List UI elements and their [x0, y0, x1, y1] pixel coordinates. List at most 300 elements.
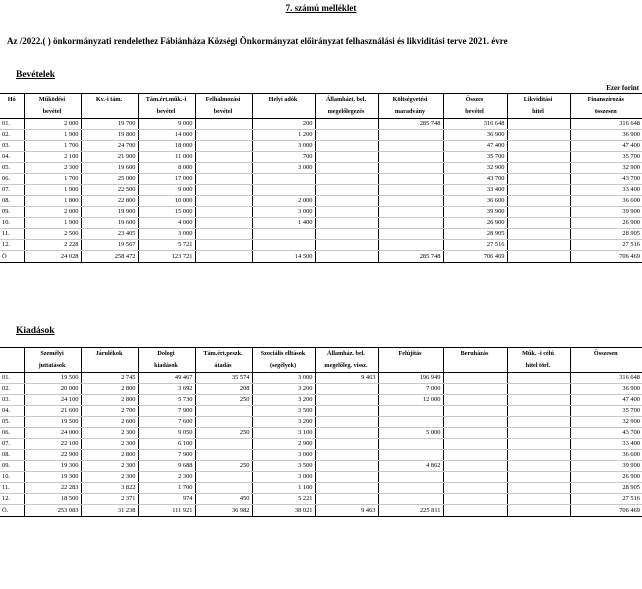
table-cell [378, 207, 443, 218]
table-cell [378, 141, 443, 152]
table-cell [507, 251, 570, 263]
table-row [0, 152, 642, 163]
table-cell: 27 516 [570, 494, 642, 505]
table-cell: 208 [195, 384, 252, 395]
table-cell: 39 900 [443, 207, 507, 218]
table-cell [378, 229, 443, 240]
table-cell [0, 106, 24, 119]
table-cell [507, 461, 570, 472]
table-cell: 06. [0, 174, 24, 185]
table-cell: 1 700 [24, 141, 81, 152]
table-cell: 35 700 [570, 152, 642, 163]
table-cell [252, 240, 315, 251]
table-cell: 2 300 [81, 461, 138, 472]
table-cell [378, 439, 443, 450]
table-row [0, 240, 642, 251]
table-cell [195, 174, 252, 185]
table-cell [195, 141, 252, 152]
revenues-heading: Bevételek [16, 70, 56, 80]
table-cell: 06. [0, 428, 24, 439]
table-cell: Likviditási [507, 94, 570, 107]
table-cell: 7 900 [138, 450, 195, 461]
table-cell [315, 130, 378, 141]
table-cell: 21 900 [81, 152, 138, 163]
table-cell [195, 483, 252, 494]
table-cell: 2 000 [24, 119, 81, 130]
table-cell [507, 450, 570, 461]
table-cell [378, 163, 443, 174]
table-cell: 08. [0, 450, 24, 461]
table-cell: 47 400 [443, 141, 507, 152]
table-cell: 26 900 [570, 472, 642, 483]
table-cell [0, 360, 24, 373]
table-cell [443, 483, 507, 494]
table-cell: Műk. -i célú [507, 348, 570, 361]
table-cell [315, 472, 378, 483]
table-cell [378, 196, 443, 207]
table-cell: 35 574 [195, 373, 252, 384]
table-cell: 43 700 [570, 174, 642, 185]
table-cell: 24 100 [24, 395, 81, 406]
table-cell [378, 483, 443, 494]
table-cell: Helyi adók [252, 94, 315, 107]
table-cell: Tám.ért.peszk. [195, 348, 252, 361]
table-cell [252, 185, 315, 196]
table-cell: 18 000 [138, 141, 195, 152]
table-cell: Személyi [24, 348, 81, 361]
table-cell [378, 406, 443, 417]
expenses-heading: Kiadások [16, 326, 55, 336]
table-cell: 49 467 [138, 373, 195, 384]
table-cell: 10. [0, 472, 24, 483]
table-cell: 27 516 [570, 240, 642, 251]
table-cell: 36 900 [570, 130, 642, 141]
table-cell: Beruházás [443, 348, 507, 361]
table-cell: hitel [507, 106, 570, 119]
table-cell: 04. [0, 406, 24, 417]
table-cell: Ö. [0, 505, 24, 517]
table-cell: 2 300 [138, 472, 195, 483]
table-row [0, 472, 642, 483]
table-cell: 19 800 [81, 130, 138, 141]
table-cell: 28 905 [570, 229, 642, 240]
revenues-table [0, 93, 642, 263]
table-cell [507, 174, 570, 185]
table-cell: 36 982 [195, 505, 252, 517]
table-cell: 3 200 [252, 384, 315, 395]
table-cell: 111 921 [138, 505, 195, 517]
table-cell: 28 905 [443, 229, 507, 240]
table-cell: 3 100 [252, 428, 315, 439]
table-cell [378, 218, 443, 229]
table-row [0, 373, 642, 384]
table-cell: 07. [0, 439, 24, 450]
table-cell: 250 [195, 395, 252, 406]
table-cell: 3 000 [138, 229, 195, 240]
table-cell: 19 300 [24, 472, 81, 483]
table-cell [507, 439, 570, 450]
table-cell [315, 483, 378, 494]
table-cell: 3 000 [252, 472, 315, 483]
table-cell: 1 400 [252, 218, 315, 229]
table-cell: 36 600 [443, 196, 507, 207]
table-cell: 02. [0, 130, 24, 141]
table-cell: 9 463 [315, 505, 378, 517]
table-cell [195, 439, 252, 450]
table-cell [315, 461, 378, 472]
table-cell [507, 229, 570, 240]
table-cell [195, 472, 252, 483]
table-cell: 22 500 [81, 185, 138, 196]
total-row [0, 251, 642, 263]
table-cell [507, 384, 570, 395]
table-cell [507, 494, 570, 505]
table-cell [195, 218, 252, 229]
table-row [0, 450, 642, 461]
table-cell: 03. [0, 395, 24, 406]
table-cell [507, 130, 570, 141]
table-cell: 36 600 [570, 450, 642, 461]
table-cell [507, 428, 570, 439]
table-cell: 25 000 [81, 174, 138, 185]
table-cell: 2 900 [252, 439, 315, 450]
table-cell [507, 152, 570, 163]
table-row [0, 439, 642, 450]
table-cell: 19 567 [81, 240, 138, 251]
table-cell: 9 050 [138, 428, 195, 439]
table-cell: 17 000 [138, 174, 195, 185]
table-cell: 27 516 [443, 240, 507, 251]
table-cell: összesen [570, 106, 642, 119]
table-cell: 2 100 [24, 152, 81, 163]
table-cell [195, 119, 252, 130]
table-cell [507, 472, 570, 483]
table-cell: 3 000 [252, 163, 315, 174]
table-cell: 3 692 [138, 384, 195, 395]
table-cell [507, 417, 570, 428]
table-cell [507, 185, 570, 196]
table-cell: Finanszírozás [570, 94, 642, 107]
table-cell: 258 472 [81, 251, 138, 263]
table-cell: 2 000 [252, 196, 315, 207]
table-cell: 10 000 [138, 196, 195, 207]
table-cell: 21 600 [24, 406, 81, 417]
table-cell [195, 251, 252, 263]
table-cell [315, 141, 378, 152]
table-cell: 5 730 [138, 395, 195, 406]
table-cell [252, 174, 315, 185]
table-cell: Szociális elltások [252, 348, 315, 361]
table-cell: Ö [0, 251, 24, 263]
table-cell [378, 417, 443, 428]
table-cell [378, 450, 443, 461]
document-subtitle: Az /2022.( ) önkormányzati rendelethez Fábiánháza Községi Önkormányzat előirányzat felhasználási és likviditási terve 2021. évre [7, 36, 508, 46]
table-cell [507, 240, 570, 251]
table-cell: 01. [0, 119, 24, 130]
table-cell: kiadások [138, 360, 195, 373]
table-cell [315, 395, 378, 406]
table-cell: 26 900 [570, 218, 642, 229]
table-cell [443, 373, 507, 384]
table-cell [443, 395, 507, 406]
table-cell: 2 300 [24, 163, 81, 174]
table-row [0, 229, 642, 240]
table-row [0, 461, 642, 472]
table-cell: 47 400 [570, 141, 642, 152]
table-cell [315, 406, 378, 417]
table-cell [195, 450, 252, 461]
table-cell: 09. [0, 207, 24, 218]
table-cell: 14 000 [138, 130, 195, 141]
table-cell [195, 229, 252, 240]
table-cell: 38 021 [252, 505, 315, 517]
table-cell [443, 428, 507, 439]
table-cell [315, 240, 378, 251]
table-cell: 250 [195, 461, 252, 472]
table-cell: 2 700 [81, 406, 138, 417]
table-cell: 196 949 [378, 373, 443, 384]
table-cell [443, 406, 507, 417]
table-cell: bevétel [443, 106, 507, 119]
header-row [0, 106, 642, 119]
table-cell: 3 000 [252, 207, 315, 218]
table-cell: 5 221 [252, 494, 315, 505]
table-cell: 316 648 [570, 373, 642, 384]
table-cell: 15 000 [138, 207, 195, 218]
table-cell [315, 196, 378, 207]
table-cell: 35 700 [443, 152, 507, 163]
table-cell: 3 000 [252, 373, 315, 384]
table-cell: 2 000 [24, 207, 81, 218]
table-cell: 1 700 [24, 174, 81, 185]
table-cell: 3 000 [252, 450, 315, 461]
table-cell: 2 300 [81, 428, 138, 439]
table-cell [252, 106, 315, 119]
table-cell: bevétel [24, 106, 81, 119]
table-cell: 39 900 [570, 207, 642, 218]
table-cell: megelőlegezés [315, 106, 378, 119]
table-cell: 11. [0, 483, 24, 494]
table-cell [315, 163, 378, 174]
table-cell: 28 905 [570, 483, 642, 494]
table-cell: 1 900 [24, 185, 81, 196]
table-cell: 11. [0, 229, 24, 240]
table-cell [315, 450, 378, 461]
table-cell: Járulékok [81, 348, 138, 361]
table-cell [378, 240, 443, 251]
table-cell: 316 648 [443, 119, 507, 130]
table-cell: 26 900 [443, 218, 507, 229]
table-cell: Felhalmozási [195, 94, 252, 107]
total-row [0, 505, 642, 517]
unit-label: Ezer forint [606, 84, 639, 92]
table-cell: átadás [195, 360, 252, 373]
table-cell [315, 218, 378, 229]
table-cell [195, 240, 252, 251]
table-cell: 1 900 [24, 218, 81, 229]
table-cell: 8 000 [138, 163, 195, 174]
table-cell [315, 207, 378, 218]
table-cell: 250 [195, 428, 252, 439]
header-row [0, 348, 642, 361]
table-cell: 9 463 [315, 373, 378, 384]
table-cell [195, 196, 252, 207]
table-cell: 19 600 [81, 218, 138, 229]
table-row [0, 185, 642, 196]
table-row [0, 417, 642, 428]
table-cell: 9 000 [138, 185, 195, 196]
table-cell [315, 384, 378, 395]
table-cell [315, 428, 378, 439]
table-cell: 450 [195, 494, 252, 505]
table-cell [378, 494, 443, 505]
table-cell: 4 862 [378, 461, 443, 472]
table-cell [195, 207, 252, 218]
table-cell [315, 185, 378, 196]
expenses-table [0, 347, 642, 517]
table-cell: 285 748 [378, 119, 443, 130]
table-cell [378, 472, 443, 483]
table-cell [507, 119, 570, 130]
table-cell: 2 800 [81, 395, 138, 406]
table-cell: 19 300 [24, 461, 81, 472]
table-cell: 2 800 [81, 450, 138, 461]
table-cell: 32 900 [443, 163, 507, 174]
table-cell [378, 185, 443, 196]
table-cell: Felújítás [378, 348, 443, 361]
table-cell: 3 200 [252, 417, 315, 428]
table-cell: 19 700 [81, 119, 138, 130]
table-row [0, 163, 642, 174]
table-cell [507, 505, 570, 517]
table-cell: megelőleg. vissz. [315, 360, 378, 373]
table-cell: 974 [138, 494, 195, 505]
table-cell [443, 384, 507, 395]
table-cell [443, 494, 507, 505]
table-cell [0, 348, 24, 361]
table-cell: 22 800 [81, 196, 138, 207]
table-row [0, 130, 642, 141]
table-row [0, 141, 642, 152]
table-row [0, 119, 642, 130]
table-cell: 35 700 [570, 406, 642, 417]
table-cell: Összesen [570, 348, 642, 361]
table-cell: Tám.ért.műk.-i [138, 94, 195, 107]
table-cell: 07. [0, 185, 24, 196]
table-cell: 33 400 [570, 439, 642, 450]
table-cell [195, 185, 252, 196]
table-cell [315, 439, 378, 450]
table-cell: 36 600 [570, 196, 642, 207]
table-row [0, 483, 642, 494]
table-row [0, 207, 642, 218]
table-cell: 12 000 [378, 395, 443, 406]
table-cell: 2 800 [81, 384, 138, 395]
table-cell: 2 228 [24, 240, 81, 251]
table-cell [195, 163, 252, 174]
table-cell: 33 400 [570, 185, 642, 196]
table-cell: 6 100 [138, 439, 195, 450]
table-cell: 09. [0, 461, 24, 472]
table-cell: 2 371 [81, 494, 138, 505]
table-cell: 2 600 [81, 417, 138, 428]
table-cell: 19 500 [24, 417, 81, 428]
table-cell [315, 152, 378, 163]
table-cell [378, 130, 443, 141]
table-cell: 10. [0, 218, 24, 229]
table-cell [81, 106, 138, 119]
table-cell [195, 130, 252, 141]
table-cell: 5 721 [138, 240, 195, 251]
table-cell: maradvány [378, 106, 443, 119]
table-cell: 200 [252, 119, 315, 130]
table-cell: 7 600 [138, 417, 195, 428]
table-cell [507, 218, 570, 229]
table-cell: 04. [0, 152, 24, 163]
table-cell: 22 100 [24, 439, 81, 450]
table-cell: 316 648 [570, 119, 642, 130]
table-cell: Kv.-i tám. [81, 94, 138, 107]
table-cell [252, 229, 315, 240]
table-cell: bevétel [195, 106, 252, 119]
table-cell [443, 439, 507, 450]
table-cell: 7 000 [378, 384, 443, 395]
table-cell [507, 395, 570, 406]
table-row [0, 406, 642, 417]
table-row [0, 196, 642, 207]
table-cell: 24 700 [81, 141, 138, 152]
table-cell: 2 300 [81, 472, 138, 483]
table-cell [507, 163, 570, 174]
table-cell [443, 472, 507, 483]
table-cell: 7 900 [138, 406, 195, 417]
header-row [0, 94, 642, 107]
table-cell: 3 500 [252, 406, 315, 417]
table-cell [315, 174, 378, 185]
table-cell: 225 811 [378, 505, 443, 517]
table-cell: 43 700 [570, 428, 642, 439]
table-cell: 39 900 [570, 461, 642, 472]
table-cell: 22 900 [24, 450, 81, 461]
table-cell: Államház. bel. [315, 348, 378, 361]
table-cell [315, 229, 378, 240]
table-cell: Költségvetési [378, 94, 443, 107]
table-cell [378, 152, 443, 163]
table-row [0, 395, 642, 406]
table-cell [443, 360, 507, 373]
table-cell: 11 000 [138, 152, 195, 163]
table-cell: 20 000 [24, 384, 81, 395]
table-cell: 14 500 [252, 251, 315, 263]
table-cell: 1 200 [252, 130, 315, 141]
table-cell: Összes [443, 94, 507, 107]
table-row [0, 174, 642, 185]
table-cell: 253 083 [24, 505, 81, 517]
table-cell: 08. [0, 196, 24, 207]
table-cell: 22 283 [24, 483, 81, 494]
table-cell: 3 500 [252, 461, 315, 472]
table-cell: 33 400 [443, 185, 507, 196]
table-cell [507, 373, 570, 384]
table-cell: 706 469 [443, 251, 507, 263]
table-cell [443, 450, 507, 461]
table-row [0, 218, 642, 229]
table-cell: 3 000 [252, 141, 315, 152]
table-cell: Hó [0, 94, 24, 107]
table-cell: 9 688 [138, 461, 195, 472]
table-cell: 706 469 [570, 505, 642, 517]
table-cell: juttatások [24, 360, 81, 373]
